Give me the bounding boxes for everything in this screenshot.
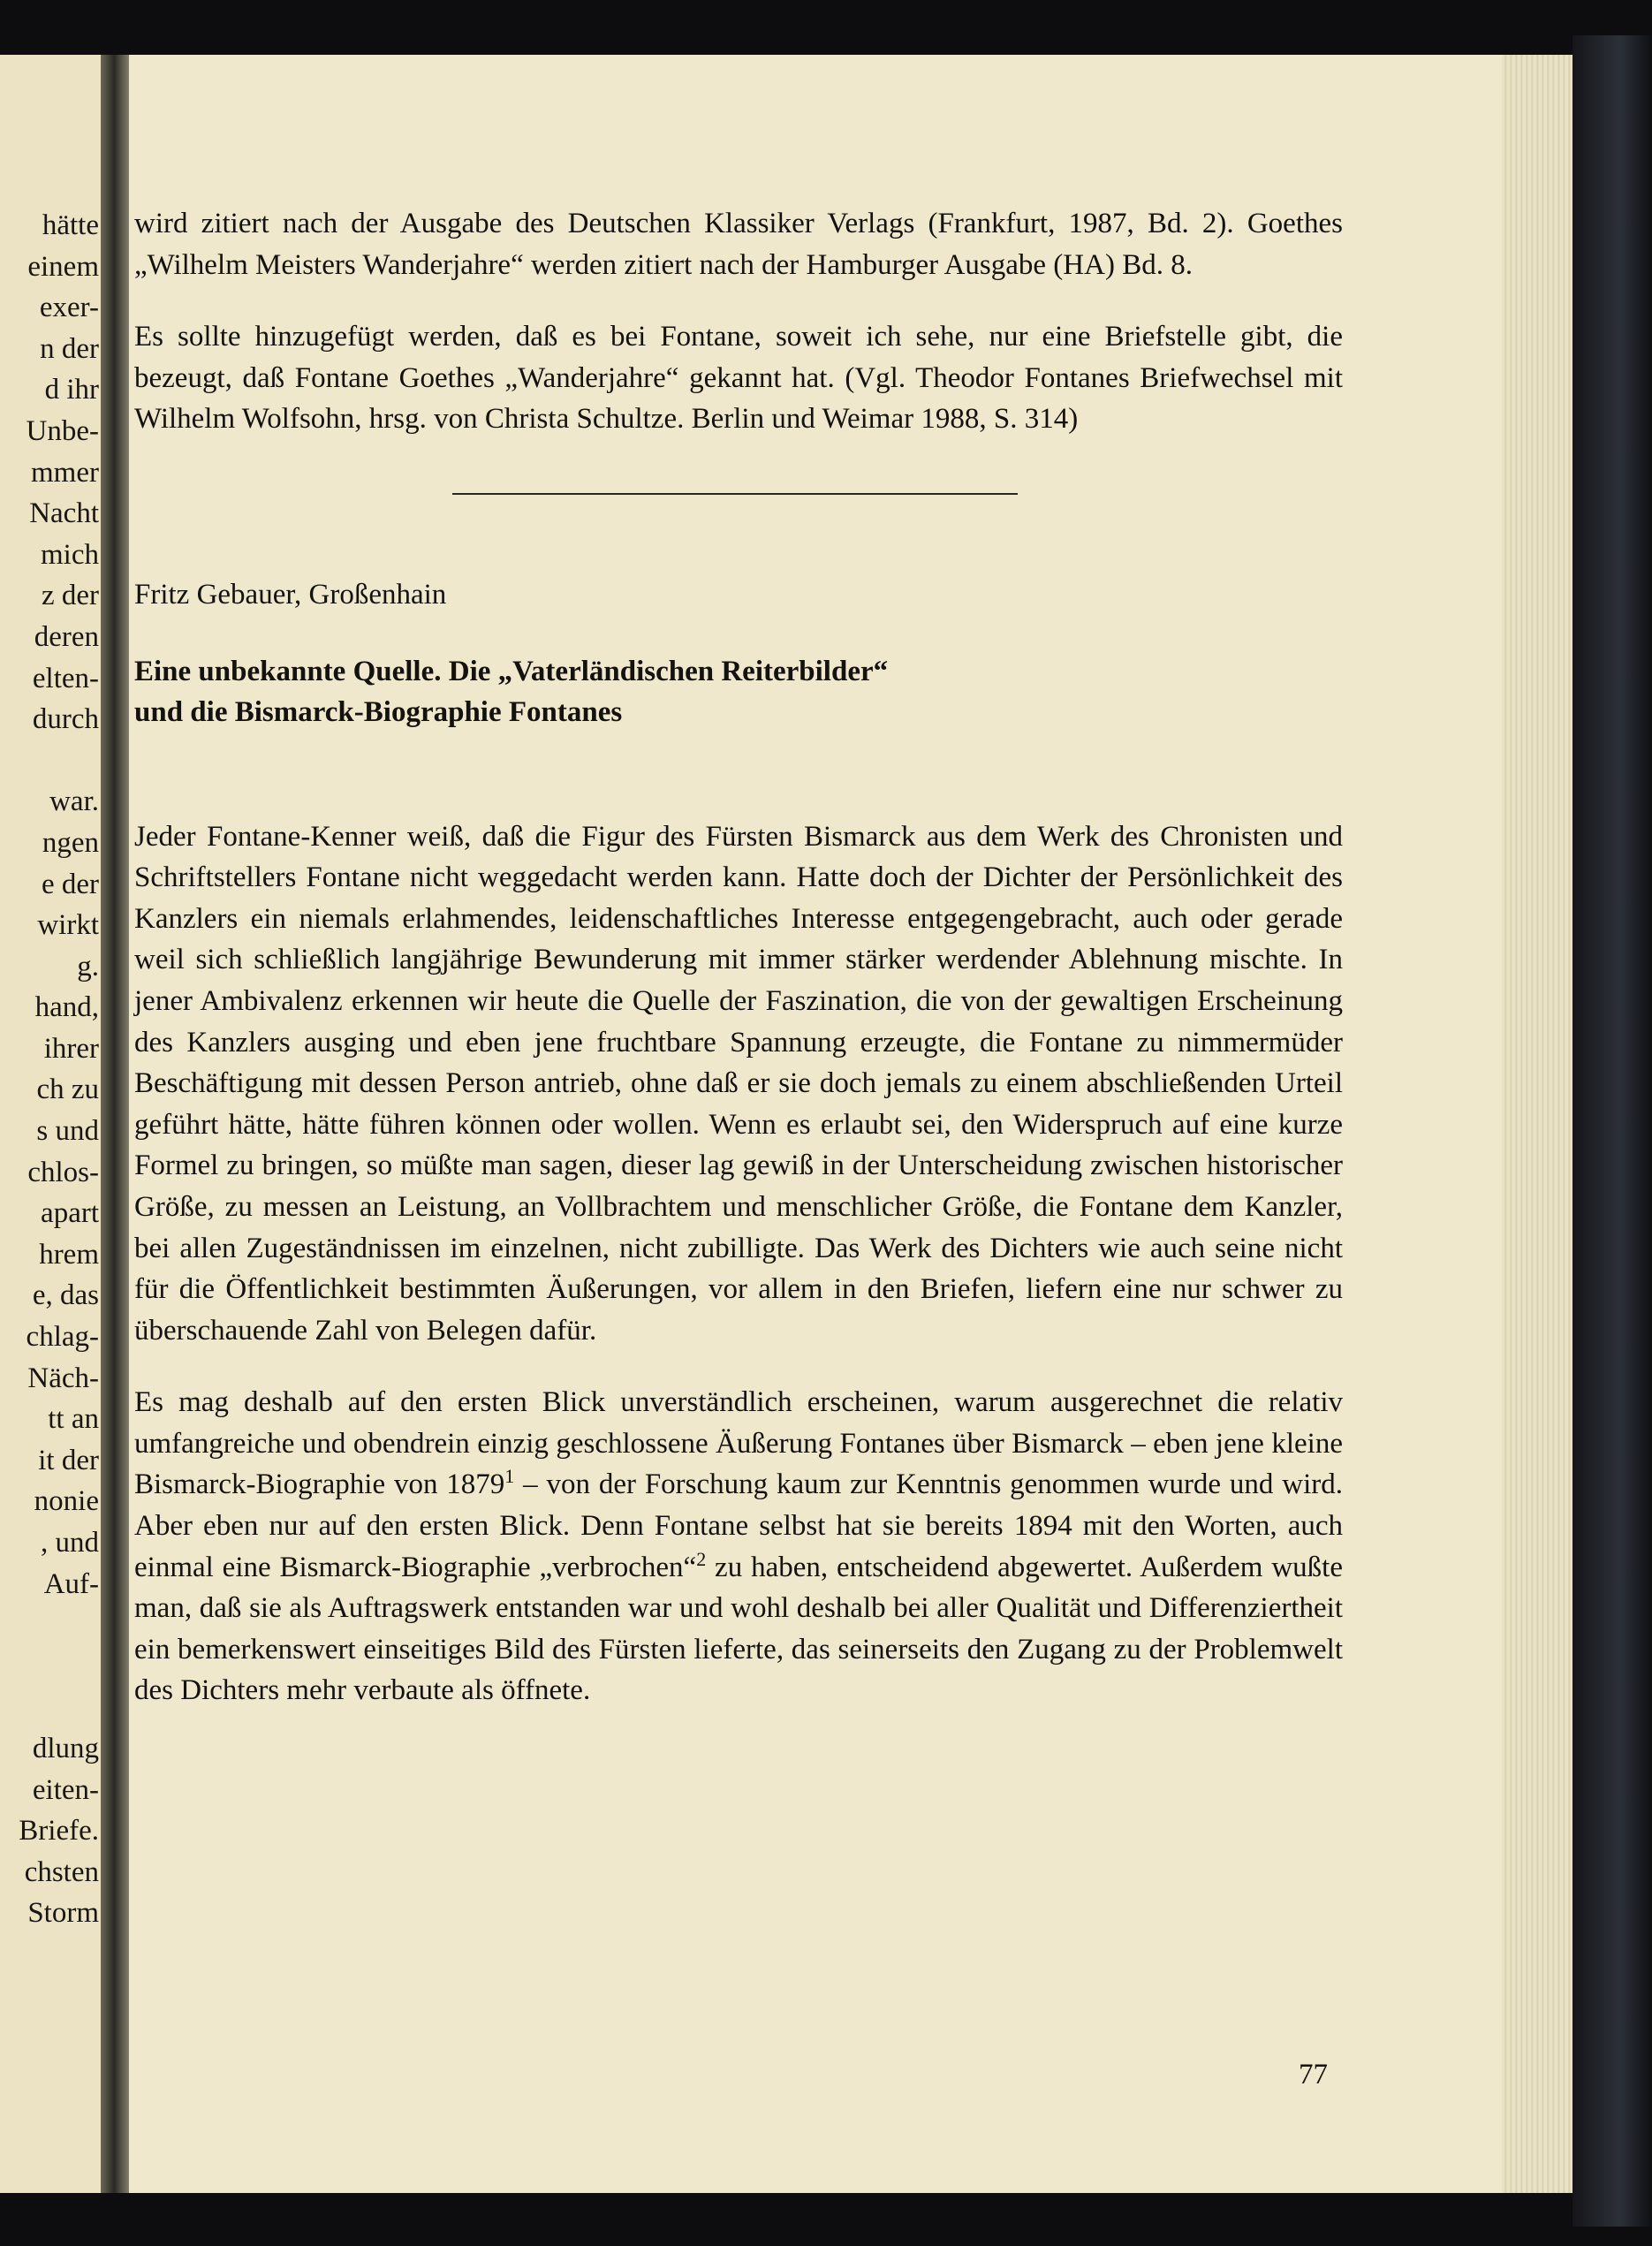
left-page-fragment: deren — [34, 620, 99, 653]
left-page-fragment: Näch- — [27, 1362, 99, 1394]
left-page-fragment: wirkt — [37, 909, 99, 942]
article-paragraph-2-part-b: – von der Forschung kaum zur Kenntnis genommen wurde und wird. Aber eben nur auf den ersten Blick. Denn Fontane selbst hat sie bereits 1894 mit den Worten, auch einmal eine Bismarck-Biographie „verbrochen“ — [134, 1468, 1344, 1583]
left-page-fragment: Nacht — [29, 497, 99, 530]
left-page-fragment — [0, 1687, 99, 1728]
article-title-line-2: und die Bismarck-Biographie Fontanes — [134, 695, 623, 728]
article-title — [134, 651, 1343, 732]
note-paragraph-1: wird zitiert nach der Ausgabe des Deutschen Klassiker Verlags (Frankfurt, 1987, Bd. 2). Goethes „Wilhelm Meisters Wanderjahre“ werden zitiert nach der Hamburger Ausgabe (HA) Bd. 8. — [134, 208, 1343, 281]
left-page-fragment: z der — [41, 580, 99, 612]
left-page-text — [0, 205, 99, 1934]
left-page-fragment: d ihr — [44, 374, 99, 406]
left-page-fragment: Storm — [27, 1897, 99, 1930]
left-page-fragment: hand, — [34, 991, 99, 1024]
left-page-fragment: Auf- — [43, 1567, 99, 1600]
left-page-fragment: elten- — [32, 662, 99, 694]
left-page-fragment: eiten- — [32, 1773, 99, 1806]
left-page-fragment: e, das — [32, 1279, 99, 1312]
left-page-fragment: g. — [77, 950, 99, 983]
left-page-fragment: Briefe. — [19, 1815, 99, 1848]
left-page-fragment: it der — [38, 1444, 99, 1476]
article-author: Fritz Gebauer, Großenhain — [134, 578, 447, 611]
article-paragraph-2 — [134, 1382, 1343, 1711]
left-page-fragment: tt an — [48, 1403, 99, 1436]
left-page-fragment: s und — [36, 1115, 99, 1148]
left-page-fragment: nonie — [34, 1485, 99, 1518]
left-page — [0, 55, 106, 2193]
left-page-fragment: dlung — [32, 1732, 99, 1764]
left-page-fragment — [0, 1646, 99, 1688]
page-number: 77 — [1299, 2059, 1328, 2090]
left-page-fragment: ngen — [42, 826, 99, 859]
left-page-fragment: durch — [32, 703, 99, 736]
article-paragraph-1: Jeder Fontane-Kenner weiß, daß die Figur des Fürsten Bismarck aus dem Werk des Chronisten und Schriftstellers Fontane nicht weggedacht werden kann. Hatte doch der Dichter der Persönlichkeit des Kanzlers ein niemals erlahmendes, leidenschaftliches Interesse entgegengebracht, auch oder gerade weil sich schließlich langjährige Bewunderung mit immer stärker werdender Ablehnung mischte. In jener Ambivalenz erkennen wir heute die Quelle der Faszination, die von der gewaltigen Erscheinung des Kanzlers ausging und eben jene fruchtbare Spannung erzeugte, die Fontane zu nimmermüder Beschäftigung mit dessen Person antrieb, ohne daß er sie doch jemals zu einem abschließenden Urteil geführt hätte, hätte führen können oder wollen. Wenn es erlaubt sei, den Widerspruch auf eine kurze Formel zu bringen, so müßte man sagen, dieser lag gewiß in der Unterscheidung zwischen historischer Größe, zu messen an Leistung, an Vollbrachtem und menschlicher Größe, die Fontane dem Kanzler, bei allen Zugeständnissen im einzelnen, nicht zubilligte. Das Werk des Dichters wie auch seine nicht für die Öffentlichkeit bestimmten Äußerungen, vor allem in den Briefen, liefern eine nur schwer zu überschauende Zahl von Belegen dafür. — [134, 820, 1343, 1347]
article-paragraph-2-part-c: zu haben, entscheidend abgewertet. Außerdem wußte man, daß sie als Auftragswerk entstanden war und wohl deshalb bei aller Qualität und Differenziertheit ein bemerkenswert einseitiges Bild des Fürsten lieferte, das seinerseits den Zugang zu der Problemwelt des Dichters mehr verbaute als öffnete. — [134, 1551, 1343, 1707]
left-page-fragment: chlos- — [27, 1156, 99, 1188]
left-page-fragment: e der — [41, 868, 99, 900]
note-paragraph-2: Es sollte hinzugefügt werden, daß es bei Fontane, soweit ich sehe, nur eine Briefstelle gibt, die bezeugt, daß Fontane Goethes „Wanderjahre“ gekannt hat. (Vgl. Theodor Fontanes Briefwechsel mit Wilhelm Wolfsohn, hrsg. von Christa Schultze. Berlin und Weimar 1988, S. 314) — [134, 321, 1343, 436]
left-page-fragment: ch zu — [36, 1074, 99, 1106]
left-page-fragment: chlag- — [26, 1321, 99, 1354]
footnote-marker-2: 2 — [696, 1547, 707, 1570]
left-page-fragment: chsten — [24, 1855, 99, 1888]
article-title-line-1: Eine unbekannte Quelle. Die „Vaterländischen Reiterbilder“ — [134, 655, 889, 687]
page-text — [134, 203, 1343, 1711]
left-page-fragment: ihrer — [43, 1032, 99, 1065]
left-page-fragment: n der — [40, 332, 99, 365]
left-page-fragment — [0, 1605, 99, 1646]
left-page-fragment: apart — [41, 1197, 99, 1230]
left-page-fragment: einem — [27, 250, 99, 283]
left-page-fragment: hrem — [39, 1238, 99, 1271]
article-paragraph-2-part-a: Es mag deshalb auf den ersten Blick unverständlich erscheinen, warum ausgerechnet die relativ umfangreiche und obendrein einzig geschlossene Äußerung Fontanes über Bismarck – eben jene kleine Bismarck-Biographie von 1879 — [134, 1386, 1343, 1501]
left-page-fragment: exer- — [39, 292, 99, 324]
book-cover — [1572, 35, 1652, 2227]
footnote-marker-1: 1 — [504, 1465, 515, 1488]
book-gutter — [101, 55, 131, 2193]
left-page-fragment: Unbe- — [26, 414, 99, 447]
left-page-fragment: , und — [41, 1527, 99, 1559]
left-page-fragment — [0, 740, 99, 782]
left-page-fragment: hätte — [42, 209, 99, 241]
left-page-fragment: mich — [41, 538, 99, 571]
left-page-fragment: mmer — [31, 456, 99, 489]
page-edges — [1502, 55, 1572, 2193]
separator-rule — [452, 493, 1018, 495]
left-page-fragment: war. — [49, 785, 99, 818]
